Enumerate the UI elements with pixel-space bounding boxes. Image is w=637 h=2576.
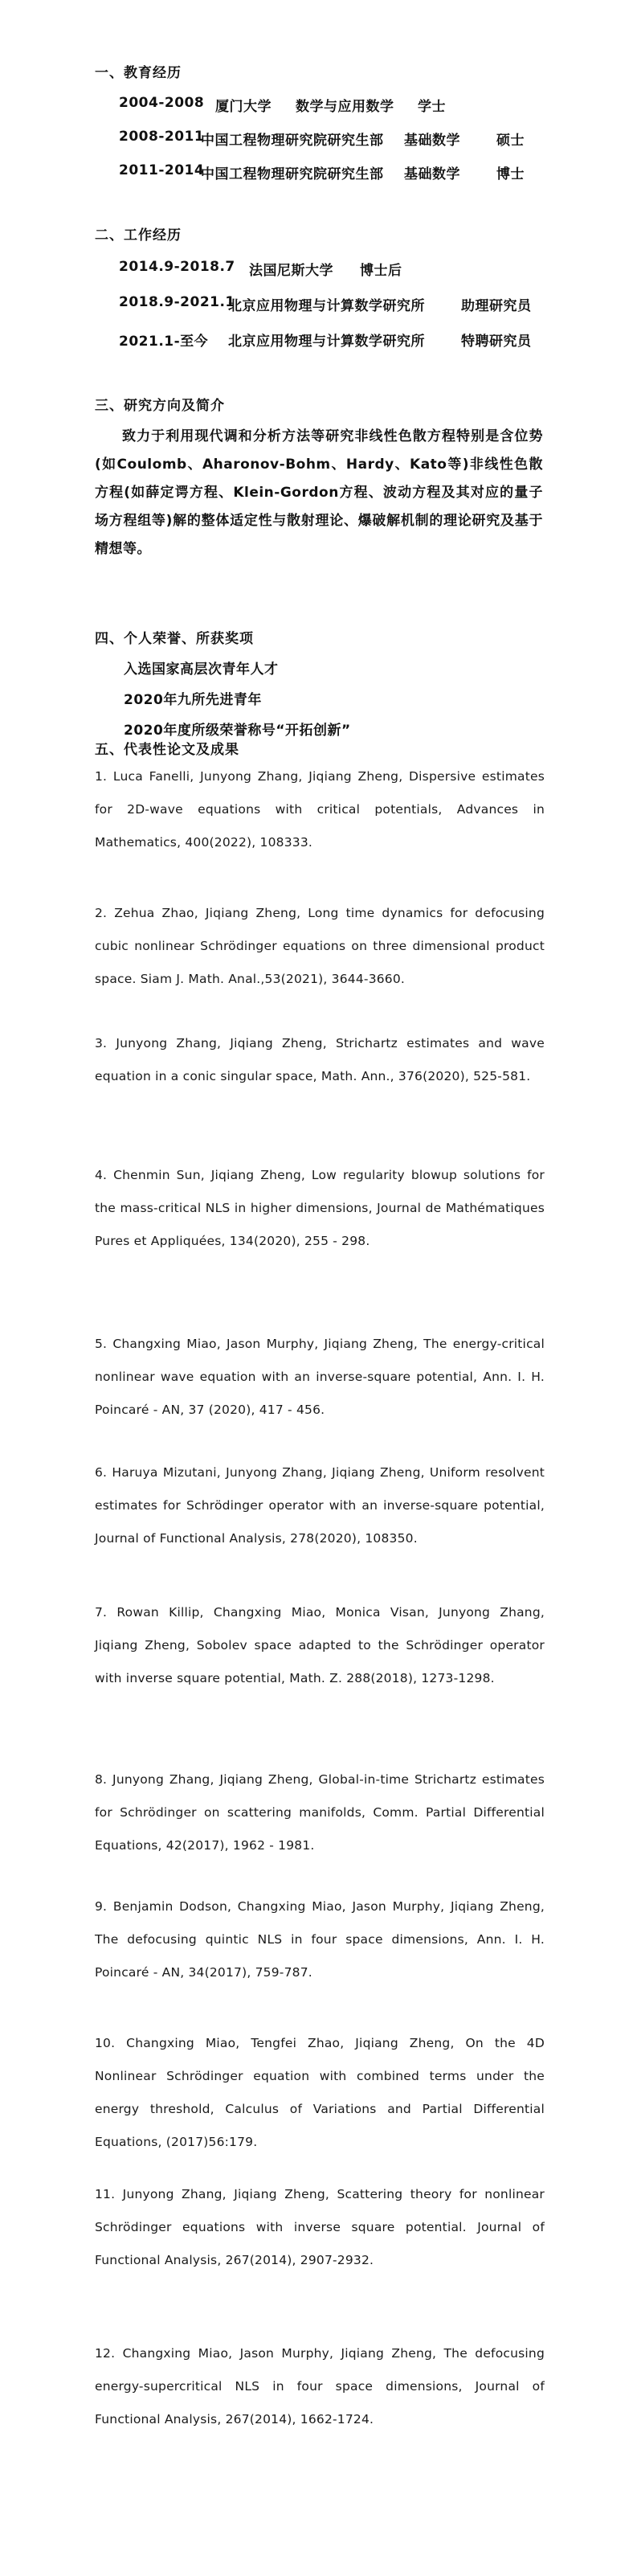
work-position: 特聘研究员	[461, 334, 532, 350]
publication-item: 6. Haruya Mizutani, Junyong Zhang, Jiqiang Zheng, Uniform resolvent estimates for Schrödinger operator with an inverse-square potential, Journal of Functional Analysis, 278(2020), 108350.	[95, 1465, 545, 1546]
honor-item: 2020年九所先进青年	[124, 692, 262, 708]
publication-item: 9. Benjamin Dodson, Changxing Miao, Jason Murphy, Jiqiang Zheng, The defocusing quintic NLS in four space dimensions, Ann. I. H. Poincaré - AN, 34(2017), 759-787.	[95, 1899, 545, 1980]
publication-item: 4. Chenmin Sun, Jiqiang Zheng, Low regularity blowup solutions for the mass-critical NLS in higher dimensions, Journal de Mathématiques Pures et Appliquées, 134(2020), 255 - 298.	[95, 1168, 545, 1248]
publication-item: 10. Changxing Miao, Tengfei Zhao, Jiqiang Zheng, On the 4D Nonlinear Schrödinger equation with combined terms under the energy threshold, Calculus of Variations and Partial Differential Equations, (2017)56:179.	[95, 2036, 545, 2149]
education-years: 2008-2011	[119, 129, 205, 145]
publication-item: 5. Changxing Miao, Jason Murphy, Jiqiang Zheng, The energy-critical nonlinear wave equation with an inverse-square potential, Ann. I. H. Poincaré - AN, 37 (2020), 417 - 456.	[95, 1337, 545, 1417]
education-school: 厦门大学	[215, 99, 272, 115]
honors-title: 四、个人荣誉、所获奖项	[95, 631, 254, 647]
work-period: 2021.1-至今	[119, 334, 209, 350]
education-school: 中国工程物理研究院研究生部	[201, 166, 384, 182]
honor-item: 2020年度所级荣誉称号“开拓创新”	[124, 723, 351, 739]
research-text: 致力于利用现代调和分析方法等研究非线性色散方程特别是含位势(如Coulomb、Aharonov-Bohm、Hardy、Kato等)非线性色散方程(如薛定谔方程、Klein-Gordon方程、波动方程及其对应的量子场方程组等)解的整体适定性与散射理论、爆破解机制的理论研究及基于精想等。	[95, 428, 543, 557]
education-degree: 硕士	[496, 133, 525, 149]
work-title: 二、工作经历	[95, 227, 182, 244]
publication-item: 1. Luca Fanelli, Junyong Zhang, Jiqiang Zheng, Dispersive estimates for 2D-wave equations with critical potentials, Advances in Mathematics, 400(2022), 108333.	[95, 769, 545, 850]
publication-item: 7. Rowan Killip, Changxing Miao, Monica Visan, Junyong Zhang, Jiqiang Zheng, Sobolev space adapted to the Schrödinger operator with inverse square potential, Math. Z. 288(2018), 1273-1298.	[95, 1605, 545, 1685]
publications-title: 五、代表性论文及成果	[95, 742, 239, 758]
work-position: 助理研究员	[461, 298, 532, 314]
publication-item: 12. Changxing Miao, Jason Murphy, Jiqiang Zheng, The defocusing energy-supercritical NLS in four space dimensions, Journal of Functional Analysis, 267(2014), 1662-1724.	[95, 2346, 545, 2427]
work-period: 2014.9-2018.7	[119, 259, 235, 275]
publication-item: 2. Zehua Zhao, Jiqiang Zheng, Long time dynamics for defocusing cubic nonlinear Schrödinger equations on three dimensional product space. Siam J. Math. Anal.,53(2021), 3644-3660.	[95, 906, 545, 986]
education-degree: 博士	[496, 166, 525, 182]
education-major: 数学与应用数学	[296, 99, 394, 115]
honor-item: 入选国家高层次青年人才	[124, 661, 279, 678]
work-period: 2018.9-2021.1	[119, 294, 235, 310]
publication-item: 11. Junyong Zhang, Jiqiang Zheng, Scattering theory for nonlinear Schrödinger equations with inverse square potential. Journal of Functional Analysis, 267(2014), 2907-2932.	[95, 2187, 545, 2267]
education-years: 2011-2014	[119, 162, 205, 178]
education-major: 基础数学	[404, 166, 460, 182]
education-years: 2004-2008	[119, 95, 205, 111]
education-major: 基础数学	[404, 133, 460, 149]
work-org: 北京应用物理与计算数学研究所	[228, 334, 425, 350]
work-org: 法国尼斯大学	[249, 263, 333, 279]
publication-item: 8. Junyong Zhang, Jiqiang Zheng, Global-in-time Strichartz estimates for Schrödinger on scattering manifolds, Comm. Partial Differential Equations, 42(2017), 1962 - 1981.	[95, 1772, 545, 1853]
research-title: 三、研究方向及简介	[95, 398, 225, 414]
education-degree: 学士	[418, 99, 446, 115]
work-position: 博士后	[360, 263, 402, 279]
work-org: 北京应用物理与计算数学研究所	[228, 298, 425, 314]
education-school: 中国工程物理研究院研究生部	[201, 133, 384, 149]
publication-item: 3. Junyong Zhang, Jiqiang Zheng, Strichartz estimates and wave equation in a conic singular space, Math. Ann., 376(2020), 525-581.	[95, 1036, 545, 1083]
education-title: 一、教育经历	[95, 65, 182, 81]
